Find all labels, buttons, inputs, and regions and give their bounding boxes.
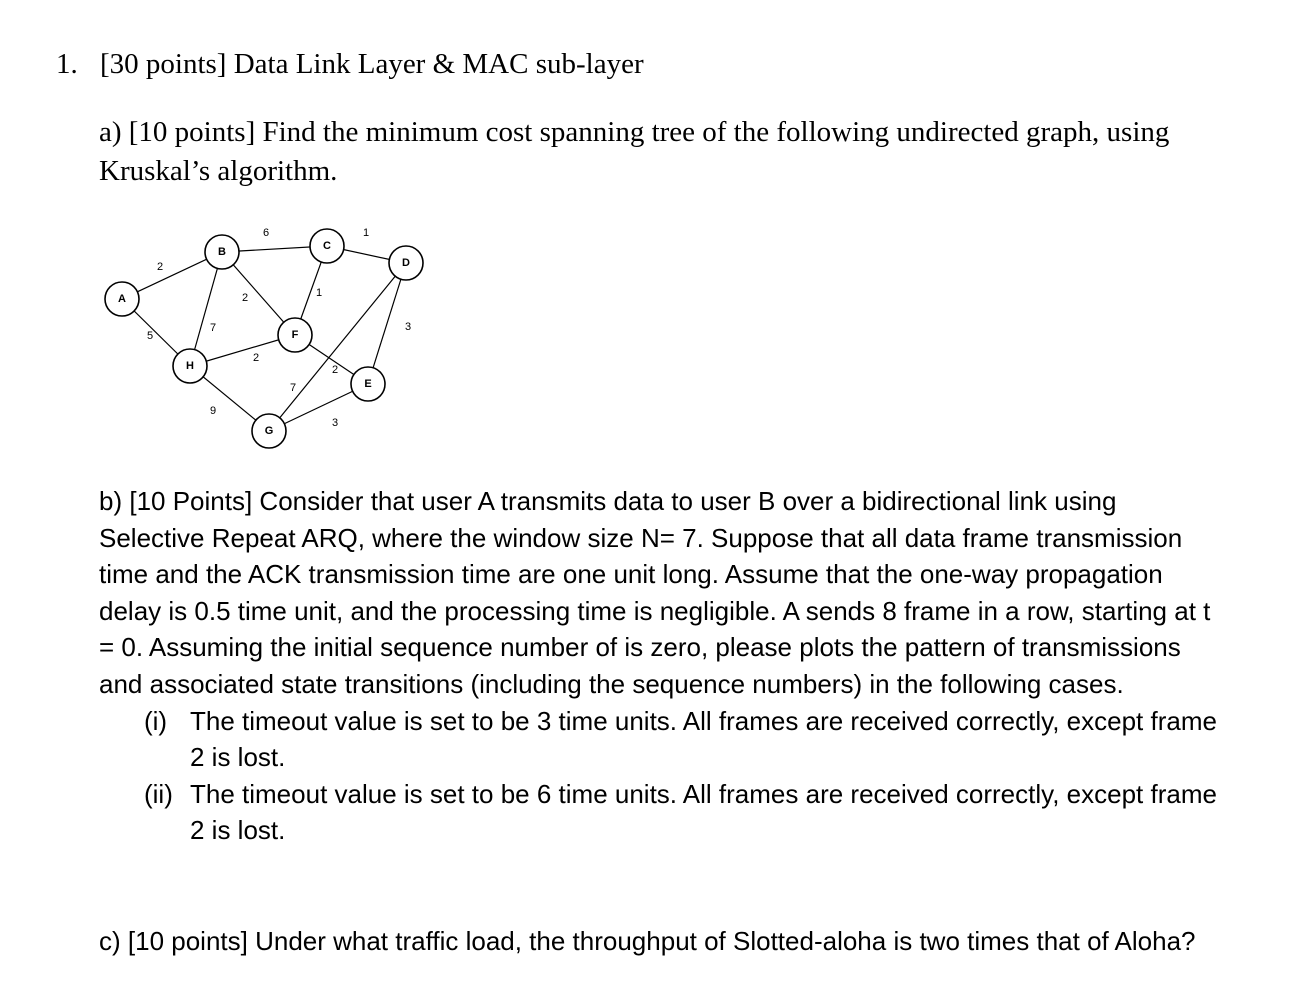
case-item — [99, 703, 1219, 776]
node-e-label: E — [364, 378, 372, 390]
part-b-cases — [99, 703, 1219, 849]
weight-h-f: 2 — [252, 352, 260, 364]
weight-c-d: 1 — [362, 227, 370, 239]
graph-figure — [95, 215, 435, 465]
question-title: [30 points] Data Link Layer & MAC sub-layer — [100, 48, 644, 80]
case-text: The timeout value is set to be 6 time units. All frames are received correctly, except frame 2 is lost. — [190, 778, 1217, 846]
case-item — [99, 776, 1219, 849]
part-a-text: a) [10 points] Find the minimum cost spanning tree of the following undirected graph, using Kruskal’s algorithm. — [99, 116, 1170, 187]
weight-a-b: 2 — [156, 261, 164, 273]
part-b-text: b) [10 Points] Consider that user A transmits data to user B over a bidirectional link using Selective Repeat ARQ, where the window size N= 7. Suppose that all data frame transmission time and the ACK transmission time are one unit long. Assume that the one-way propagation delay is 0.5 time unit, and the processing time is negligible. A sends 8 frame in a row, starting at t = 0. Assuming the initial sequence number of is zero, please plots the pattern of transmissions and associated state transitions (including the sequence numbers) in the following cases. — [99, 486, 1211, 699]
weight-a-h: 5 — [146, 330, 154, 342]
graph-svg — [95, 215, 435, 460]
node-d-label: D — [402, 257, 410, 269]
node-b-label: B — [218, 246, 226, 258]
node-g-label: G — [264, 425, 274, 437]
node-c-label: C — [323, 240, 331, 252]
weight-d-e: 3 — [404, 321, 412, 333]
weight-d-g: 7 — [289, 382, 297, 394]
part-b — [99, 483, 1219, 849]
weight-h-g: 9 — [209, 405, 217, 417]
question-heading — [56, 48, 644, 81]
question-number: 1. — [56, 48, 78, 80]
case-label: (ii) — [144, 778, 173, 809]
node-a-label: A — [118, 293, 126, 305]
node-f-label: F — [291, 329, 299, 341]
weight-f-e: 2 — [331, 364, 339, 376]
part-c-text: c) [10 points] Under what traffic load, the throughput of Slotted-aloha is two times that of Aloha? — [99, 926, 1196, 956]
case-text: The timeout value is set to be 3 time units. All frames are received correctly, except frame 2 is lost. — [190, 705, 1217, 773]
weight-c-f: 1 — [315, 287, 323, 299]
weight-b-h: 7 — [209, 322, 217, 334]
case-label: (i) — [144, 705, 168, 736]
weight-g-e: 3 — [331, 417, 339, 429]
node-h-label: H — [186, 360, 194, 372]
weight-b-c: 6 — [262, 227, 270, 239]
weight-b-f: 2 — [241, 292, 249, 304]
edge-d-e — [368, 263, 406, 384]
